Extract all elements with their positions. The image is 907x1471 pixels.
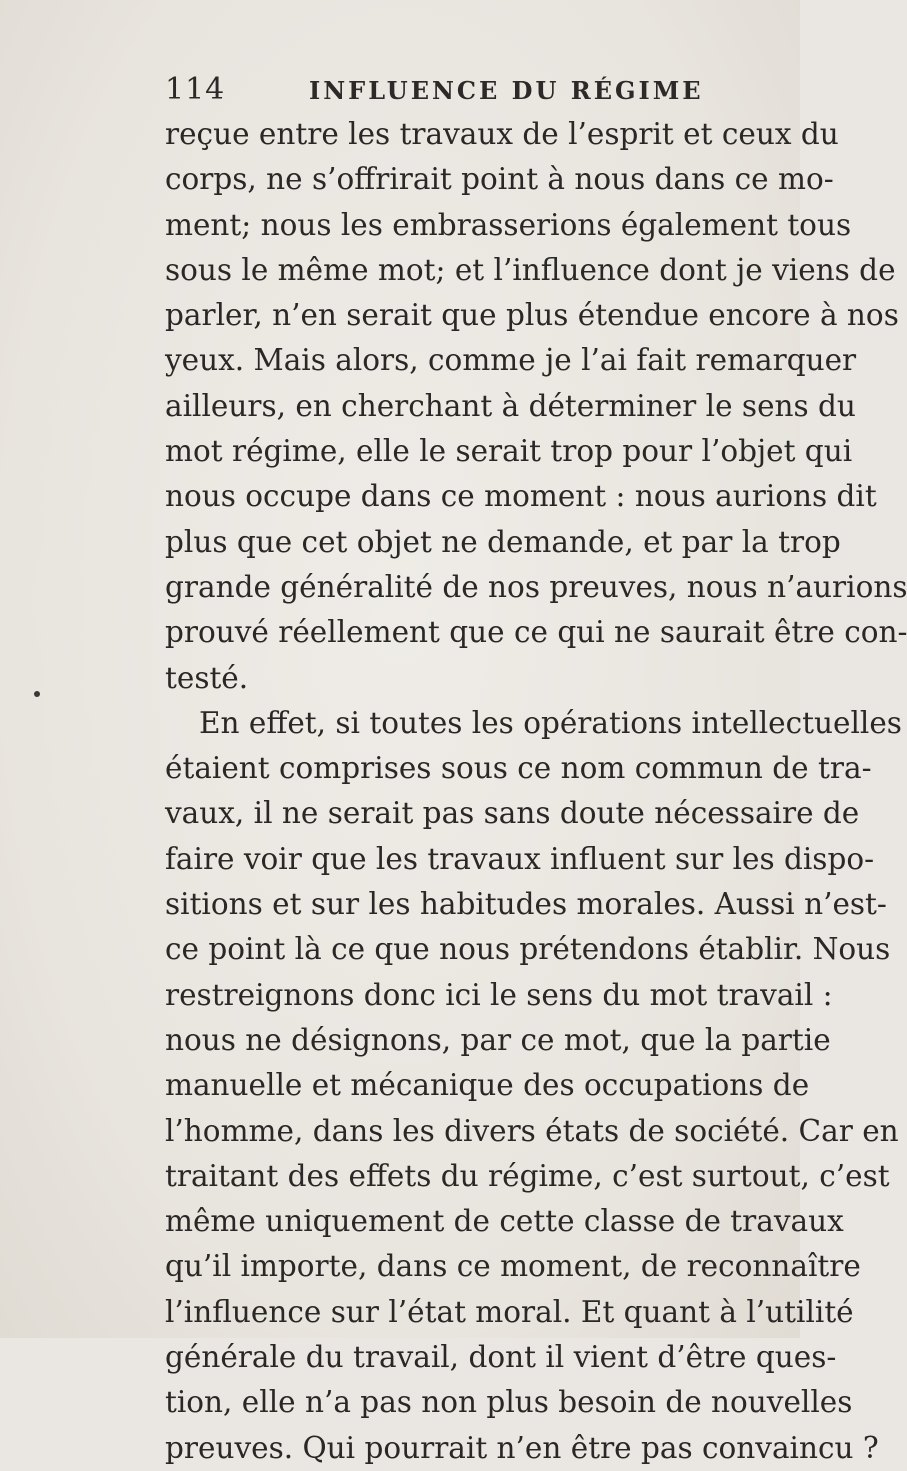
text-line: faire voir que les travaux influent sur les dispo- (165, 841, 875, 876)
text-line: ce point là ce que nous prétendons établir. Nous (165, 932, 891, 967)
text-line: qu’il importe, dans ce moment, de reconnaître (165, 1249, 861, 1284)
text-line: étaient comprises sous ce nom commun de tra- (165, 751, 872, 786)
text-line: yeux. Mais alors, comme je l’ai fait remarquer (165, 343, 857, 378)
text-line: générale du travail, dont il vient d’être ques- (165, 1340, 837, 1375)
text-line: restreignons donc ici le sens du mot travail : (165, 977, 833, 1012)
text-line: ment; nous les embrasserions également tous (165, 207, 852, 242)
text-line: manuelle et mécanique des occupations de (165, 1068, 810, 1103)
text-line: l’homme, dans les divers états de société. Car en (165, 1113, 899, 1148)
ink-speck (34, 691, 40, 697)
running-title: INFLUENCE DU RÉGIME (309, 76, 704, 105)
text-line: mot régime, elle le serait trop pour l’objet qui (165, 434, 853, 469)
text-line: corps, ne s’offrirait point à nous dans ce mo- (165, 162, 834, 197)
text-line: testé. (165, 660, 249, 695)
text-line: sitions et sur les habitudes morales. Aussi n’est- (165, 887, 887, 922)
text-line: l’influence sur l’état moral. Et quant à l’utilité (165, 1294, 854, 1329)
page-number: 114 (165, 72, 226, 107)
text-line: traitant des effets du régime, c’est surtout, c’est (165, 1158, 890, 1193)
text-line: grande généralité de nos preuves, nous n’aurions (165, 569, 907, 604)
text-line: parler, n’en serait que plus étendue encore à nos (165, 298, 899, 333)
body-text (165, 112, 907, 1471)
page-header (165, 72, 765, 112)
text-line: reçue entre les travaux de l’esprit et ceux du (165, 117, 839, 151)
text-line: vaux, il ne serait pas sans doute nécessaire de (165, 796, 860, 831)
text-line: même uniquement de cette classe de travaux (165, 1204, 844, 1239)
text-line: plus que cet objet ne demande, et par la trop (165, 524, 841, 559)
text-line: preuves. Qui pourrait n’en être pas convaincu ? (165, 1430, 879, 1465)
text-line: nous occupe dans ce moment : nous aurions dit (165, 479, 877, 514)
text-line: tion, elle n’a pas non plus besoin de nouvelles (165, 1385, 853, 1420)
text-line: sous le même mot; et l’influence dont je viens de (165, 252, 896, 287)
text-line: prouvé réellement que ce qui ne saurait être con- (165, 615, 907, 650)
text-line: ailleurs, en cherchant à déterminer le sens du (165, 388, 856, 423)
text-line: En effet, si toutes les opérations intellectuelles (199, 705, 902, 740)
text-line: nous ne désignons, par ce mot, que la partie (165, 1022, 831, 1057)
